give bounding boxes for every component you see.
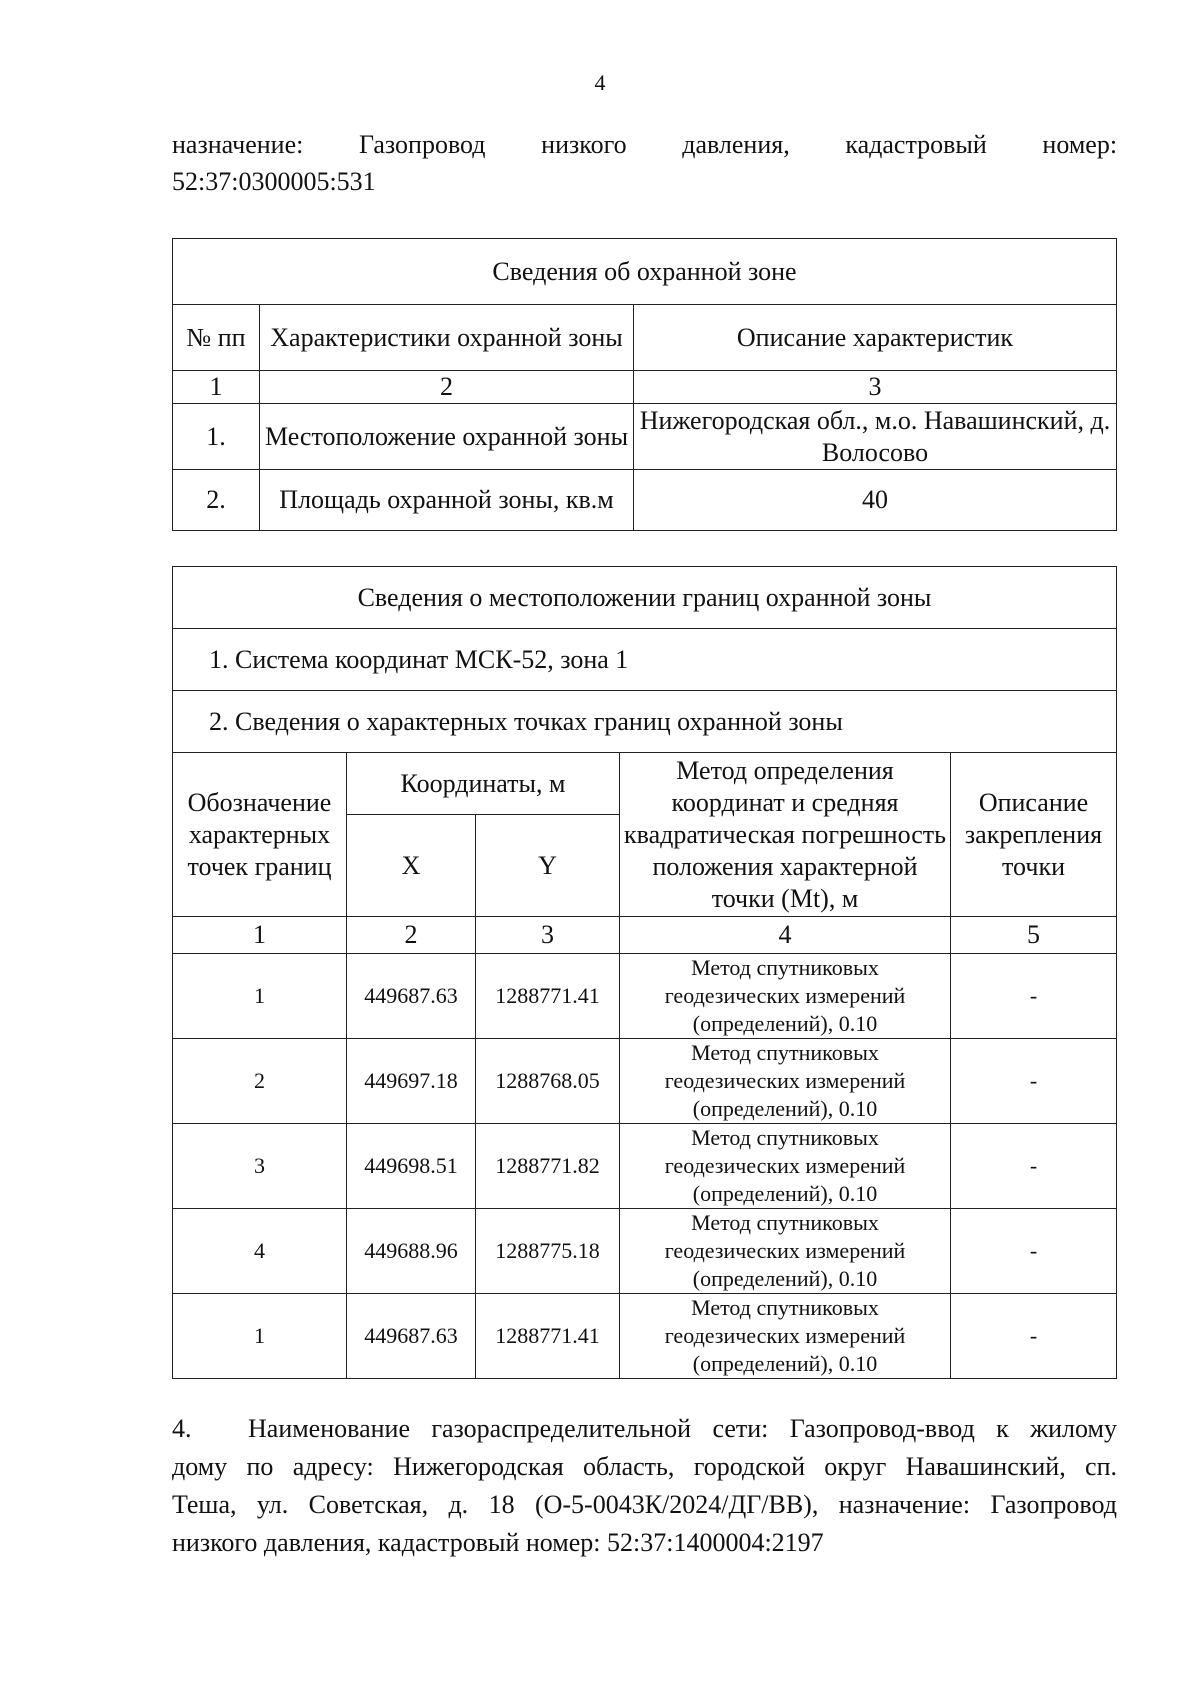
intro-cadastral-number: 52:37:0300005:531	[172, 167, 376, 196]
point-y: 1288771.82	[476, 1124, 620, 1209]
section-4-line	[172, 1410, 1117, 1448]
header-x: X	[347, 815, 476, 917]
table-row	[173, 1124, 1117, 1209]
point-x: 449687.63	[347, 954, 476, 1039]
column-number: 1	[173, 917, 347, 954]
section-4-text: Наименование газораспределительной сети: Газопровод-ввод к жилому	[248, 1414, 1117, 1443]
column-number: 1	[173, 371, 260, 404]
intro-word: низкого	[541, 130, 627, 159]
point-x: 449688.96	[347, 1209, 476, 1294]
point-fixing: -	[951, 1124, 1117, 1209]
table-row	[173, 954, 1117, 1039]
row-number: 2.	[173, 470, 260, 531]
point-id: 4	[173, 1209, 347, 1294]
column-number: 2	[347, 917, 476, 954]
points-subtitle: 2. Сведения о характерных точках границ охранной зоны	[173, 691, 1117, 753]
zone-table-title: Сведения об охранной зоне	[173, 239, 1117, 305]
table-row	[173, 470, 1117, 531]
intro-word: кадастровый	[845, 130, 987, 159]
point-fixing: -	[951, 1294, 1117, 1379]
header-coordinates: Координаты, м	[347, 753, 620, 815]
column-number: 3	[634, 371, 1117, 404]
point-x: 449687.63	[347, 1294, 476, 1379]
column-number: 3	[476, 917, 620, 954]
boundary-table-title: Сведения о местоположении границ охранной зоны	[173, 567, 1117, 629]
point-method: Метод спутниковых геодезических измерений (определений), 0.10	[620, 1294, 951, 1379]
header-y: Y	[476, 815, 620, 917]
row-characteristic: Площадь охранной зоны, кв.м	[260, 470, 634, 531]
header-method: Метод определения координат и средняя квадратическая погрешность положения характерной точки (Mt), м	[620, 753, 951, 917]
point-method: Метод спутниковых геодезических измерений (определений), 0.10	[620, 1124, 951, 1209]
point-y: 1288771.41	[476, 1294, 620, 1379]
table-row	[173, 1209, 1117, 1294]
section-4-paragraph	[172, 1410, 1117, 1562]
point-x: 449698.51	[347, 1124, 476, 1209]
row-number: 1.	[173, 404, 260, 470]
header-characteristic: Характеристики охранной зоны	[260, 305, 634, 371]
point-id: 1	[173, 1294, 347, 1379]
header-designation: Обозначение характерных точек границ	[173, 753, 347, 917]
column-number: 2	[260, 371, 634, 404]
section-4-number: 4.	[172, 1414, 192, 1443]
table-row	[173, 1294, 1117, 1379]
intro-line-1	[172, 126, 1117, 163]
section-4-line: низкого давления, кадастровый номер: 52:37:1400004:2197	[172, 1528, 824, 1557]
point-y: 1288775.18	[476, 1209, 620, 1294]
protection-zone-table	[172, 238, 1117, 531]
point-method: Метод спутниковых геодезических измерений (определений), 0.10	[620, 1039, 951, 1124]
point-id: 1	[173, 954, 347, 1039]
row-characteristic: Местоположение охранной зоны	[260, 404, 634, 470]
point-fixing: -	[951, 1039, 1117, 1124]
header-fixing: Описание закрепления точки	[951, 753, 1117, 917]
intro-word: давления,	[682, 130, 790, 159]
row-description: 40	[634, 470, 1117, 531]
point-fixing: -	[951, 1209, 1117, 1294]
header-number: № пп	[173, 305, 260, 371]
section-4-line: Теша, ул. Советская, д. 18 (О-5-0043К/2024/ДГ/ВВ), назначение: Газопровод	[172, 1490, 1117, 1519]
column-number: 5	[951, 917, 1117, 954]
boundary-points-table	[172, 566, 1117, 1379]
page-number: 4	[594, 70, 606, 95]
coordinate-system: 1. Система координат МСК-52, зона 1	[173, 629, 1117, 691]
point-id: 2	[173, 1039, 347, 1124]
point-id: 3	[173, 1124, 347, 1209]
point-y: 1288768.05	[476, 1039, 620, 1124]
section-4-line: дому по адресу: Нижегородская область, городской округ Навашинский, сп.	[172, 1452, 1117, 1481]
point-fixing: -	[951, 954, 1117, 1039]
column-number: 4	[620, 917, 951, 954]
intro-word: Газопровод	[358, 130, 486, 159]
intro-word: номер:	[1042, 130, 1118, 159]
table-row	[173, 404, 1117, 470]
point-method: Метод спутниковых геодезических измерений (определений), 0.10	[620, 954, 951, 1039]
header-description: Описание характеристик	[634, 305, 1117, 371]
point-x: 449697.18	[347, 1039, 476, 1124]
intro-word: назначение:	[172, 130, 304, 159]
table-row	[173, 1039, 1117, 1124]
row-description: Нижегородская обл., м.о. Навашинский, д. Волосово	[634, 404, 1117, 470]
point-y: 1288771.41	[476, 954, 620, 1039]
point-method: Метод спутниковых геодезических измерений (определений), 0.10	[620, 1209, 951, 1294]
